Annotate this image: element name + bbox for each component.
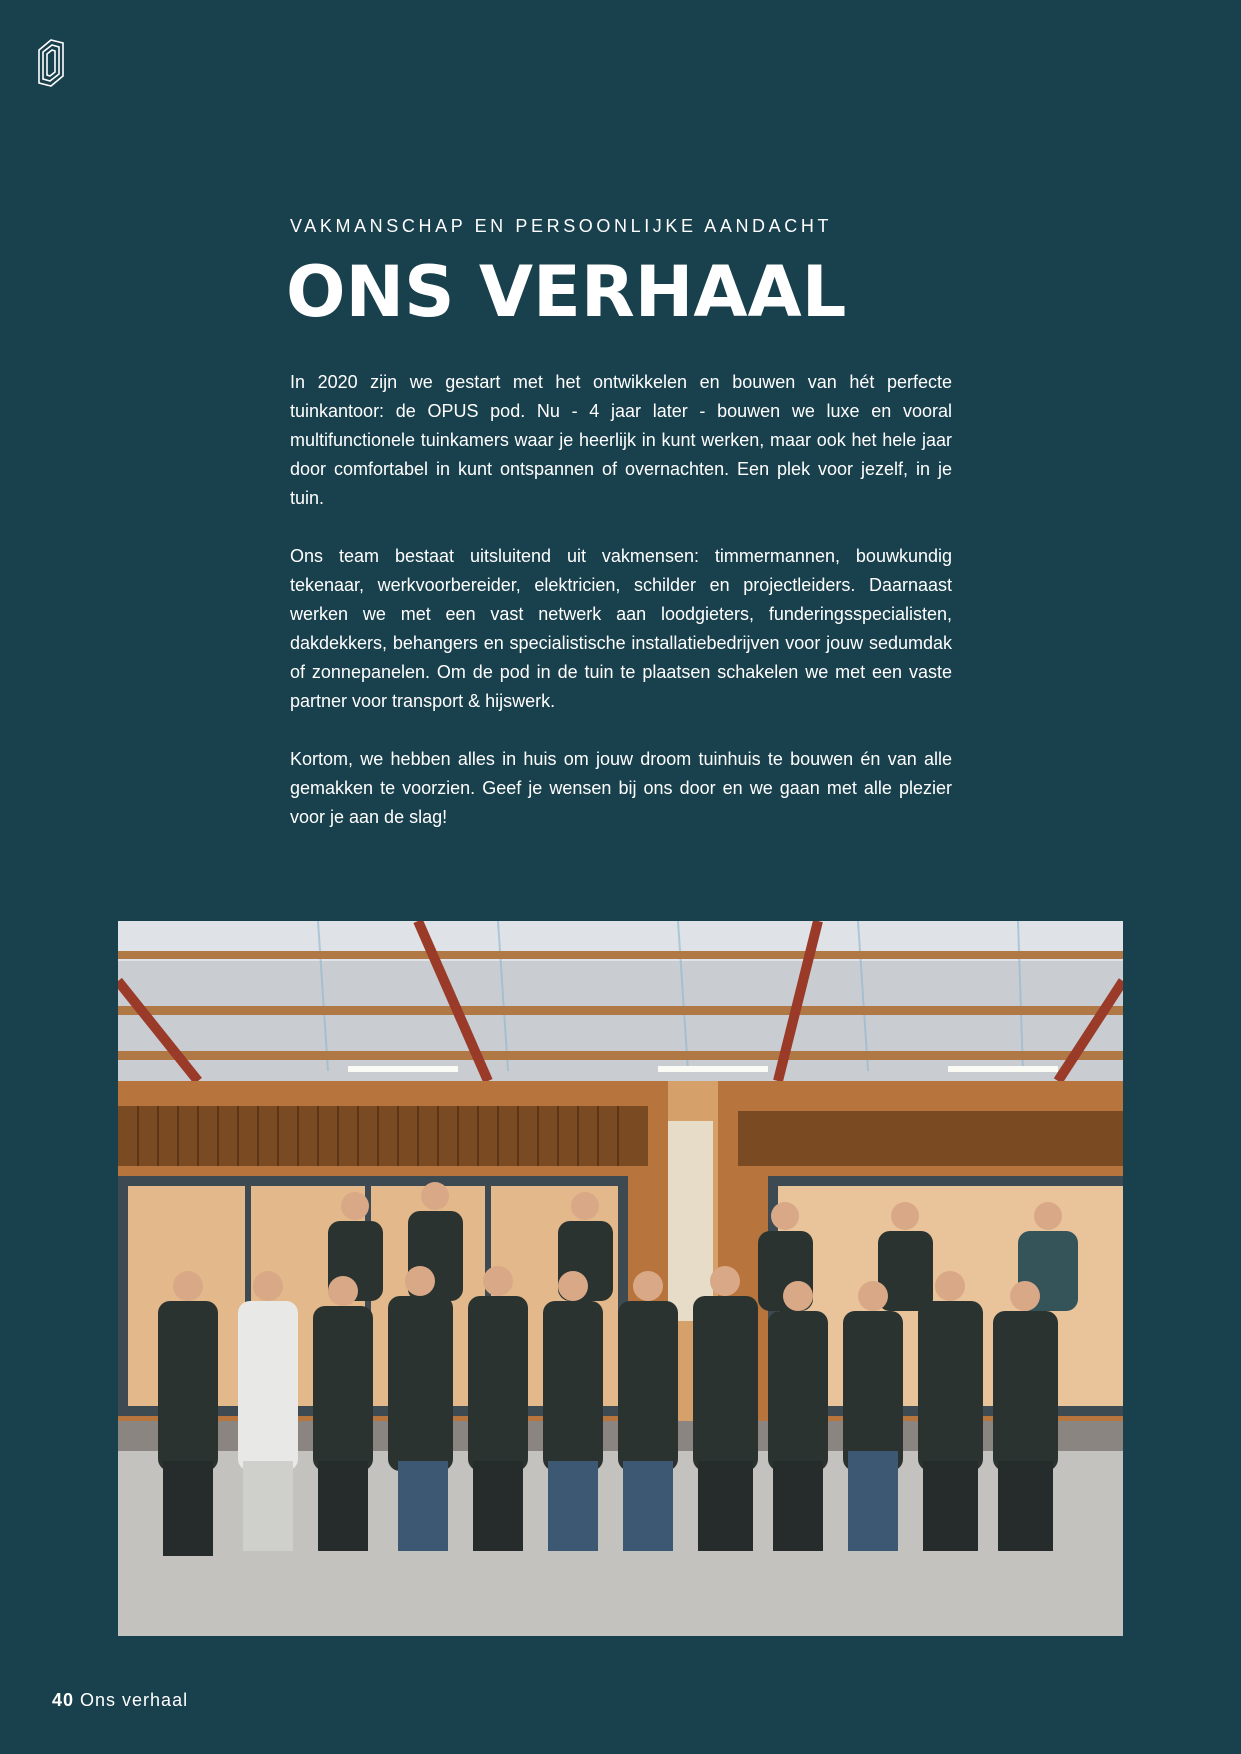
section-name: Ons verhaal: [80, 1690, 189, 1710]
page-footer: [52, 1690, 188, 1711]
story-paragraph: Ons team bestaat uitsluitend uit vakmensen: timmermannen, bouwkundig tekenaar, werkvoorbereider, elektricien, schilder en projectleiders. Daarnaast werken we met een vast netwerk aan loodgieters, funderingsspecialisten, dakdekkers, behangers en specialistische installatiebedrijven voor jouw sedumdak of zonnepanelen. Om de pod in de tuin te plaatsen schakelen we met een vaste partner voor transport & hijswerk.: [290, 546, 952, 711]
team-photo: [118, 921, 1123, 1636]
page-title: ONS VERHAAL: [286, 251, 847, 333]
story-paragraph: In 2020 zijn we gestart met het ontwikkelen en bouwen van hét perfecte tuinkantoor: de OPUS pod. Nu - 4 jaar later - bouwen we luxe en vooral multifunctionele tuinkamers waar je heerlijk in kunt werken, maar ook het hele jaar door comfortabel in kunt ontspannen of overnachten. Een plek voor jezelf, in je tuin.: [290, 372, 952, 508]
story-body: [290, 368, 952, 832]
story-section: [286, 214, 952, 861]
page-number: 40: [52, 1690, 75, 1710]
story-paragraph: Kortom, we hebben alles in huis om jouw droom tuinhuis te bouwen én van alle gemakken te voorzien. Geef je wensen bij ons door en we gaan met alle plezier voor je aan de slag!: [290, 749, 952, 827]
opus-logo-icon: [36, 38, 66, 88]
section-eyebrow: VAKMANSCHAP EN PERSOONLIJKE AANDACHT: [290, 216, 833, 236]
